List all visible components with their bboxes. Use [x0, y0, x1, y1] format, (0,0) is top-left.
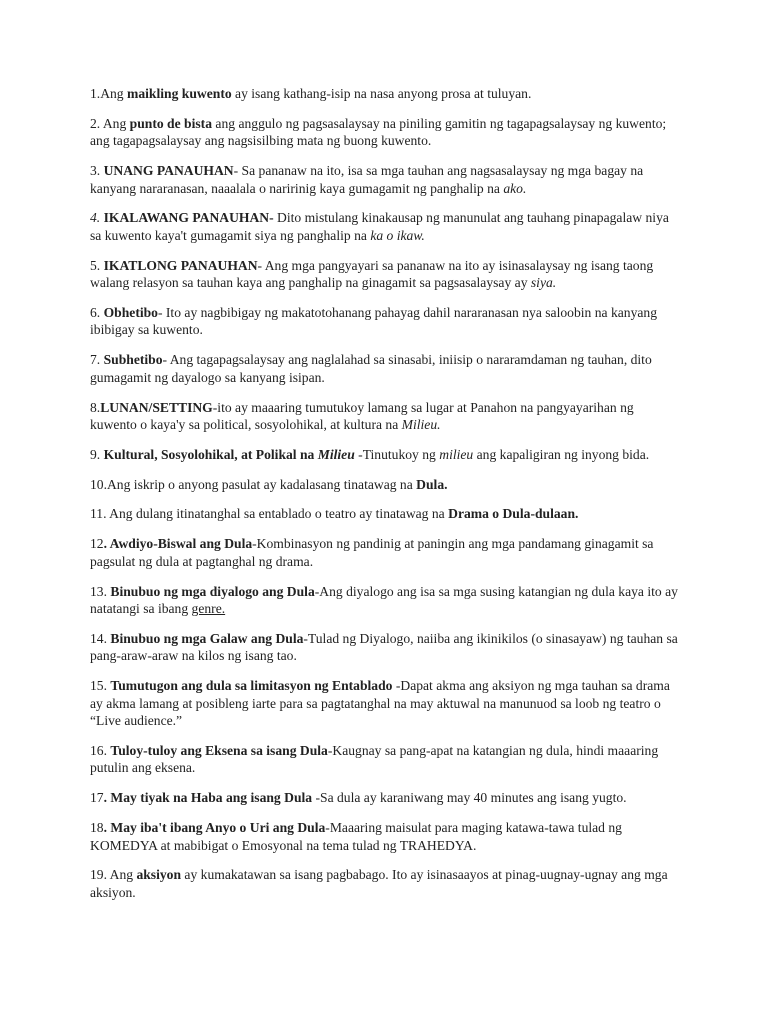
- item-text: - Ang tagapagsalaysay ang naglalahad sa sinasabi, iniisip o nararamdaman ng tauhan, dito gumagamit ng dayalogo sa kanyang isipan.: [90, 352, 652, 385]
- item-emphasis: Binubuo ng mga diyalogo ang Dula: [110, 583, 315, 599]
- list-item: [90, 85, 680, 103]
- item-text: 14.: [90, 630, 111, 646]
- item-emphasis: milieu: [439, 446, 474, 462]
- item-emphasis: ka o ikaw.: [370, 227, 425, 243]
- item-text: - Ang mga pangyayari sa pananaw na ito ay isinasalaysay ng isang taong walang relasyon sa tauhan kaya ang panghalip na ginagamit sa pagsasalaysay ay: [90, 257, 654, 291]
- item-text: 6.: [90, 304, 104, 320]
- item-text: -Maaaring maisulat para maging katawa-tawa tulad ng KOMEDYA at mabibigat o Emosyonal na tema tulad ng TRAHEDYA.: [90, 820, 622, 853]
- item-emphasis: Dula.: [416, 476, 448, 492]
- item-emphasis: UNANG PANAUHAN: [103, 163, 234, 179]
- item-emphasis: Tumutugon ang dula sa limitasyon ng Entablado: [110, 678, 393, 694]
- item-emphasis: siya.: [530, 275, 557, 291]
- item-emphasis: Kultural, Sosyolohikal, at Polikal na: [103, 446, 318, 462]
- item-emphasis: LUNAN/SETTING: [100, 399, 213, 415]
- list-item: [90, 866, 680, 901]
- item-text: -Dapat akma ang aksiyon ng mga tauhan sa drama ay akma lamang at posibleng iarte para sa pagtatanghal na may aktuwal na manunuod sa loob ng teatro o “Live audience.”: [90, 678, 670, 729]
- list-item: [90, 535, 680, 570]
- item-text: -Tulad ng Diyalogo, naiiba ang ikinikilos (o sinasayaw) ng tauhan sa pang-araw-araw na kilos ng isang tao.: [90, 630, 678, 664]
- item-emphasis: ako.: [503, 180, 527, 196]
- list-item: [90, 505, 680, 523]
- item-emphasis: . Awdiyo-Biswal ang Dula: [103, 536, 253, 552]
- item-emphasis: 4.: [90, 210, 104, 226]
- item-text: 13.: [90, 583, 111, 599]
- item-emphasis: aksiyon: [136, 867, 182, 883]
- item-text: -Sa dula ay karaniwang may 40 minutes ang isang yugto.: [312, 790, 627, 806]
- item-emphasis: Obhetibo: [103, 304, 158, 320]
- item-text: ay isang kathang-isip na nasa anyong prosa at tuluyan.: [231, 86, 532, 101]
- item-text: ang kapaligiran ng inyong bida.: [473, 446, 650, 462]
- list-item: [90, 446, 680, 464]
- item-text: 8.: [90, 399, 101, 415]
- list-item: [90, 742, 680, 777]
- item-text: -Tinutukoy ng: [354, 446, 440, 462]
- item-text: 10.Ang iskrip o anyong pasulat ay kadalasang tinatawag na: [90, 476, 417, 492]
- item-text: -Ang diyalogo ang isa sa mga susing katangian ng dula kaya ito ay natatangi sa ibang: [90, 583, 678, 617]
- item-text: 9.: [90, 446, 104, 462]
- item-emphasis: Binubuo ng mga Galaw ang Dula: [110, 630, 304, 646]
- list-item: [90, 677, 680, 730]
- item-text: - Ito ay nagbibigay ng makatotohanang pahayag dahil nararanasan nya saloobin na kanyang ibibigay sa kuwento.: [90, 304, 658, 338]
- item-text: Dito mistulang kinakausap ng manunulat ang tauhang pinapagalaw niya sa kuwento kaya't gumagamit siya ng panghalip na: [90, 210, 669, 243]
- item-emphasis: Tuloy-tuloy ang Eksena sa isang Dula: [110, 742, 328, 758]
- item-emphasis: Drama o Dula-dulaan.: [448, 506, 579, 522]
- item-emphasis: maikling kuwento: [127, 86, 232, 101]
- item-text: - Sa pananaw na ito, isa sa mga tauhan ang nagsasalaysay ng mga bagay na kanyang nararanasan, naaalala o naririnig kaya gumagamit ng panghalip na: [90, 163, 644, 196]
- list-item: [90, 583, 680, 618]
- item-text: 19. Ang: [90, 867, 137, 883]
- list-item: [90, 789, 680, 807]
- list-item: [90, 162, 680, 197]
- list-item: [90, 115, 680, 150]
- item-emphasis: . May iba't ibang Anyo o Uri ang Dula: [103, 820, 326, 836]
- item-text: 2. Ang: [90, 115, 130, 131]
- item-text: 11. Ang dulang itinatanghal sa entablado o teatro ay tinatawag na: [90, 506, 449, 522]
- list-item: [90, 209, 680, 244]
- item-text: 7.: [90, 352, 104, 368]
- item-text: 17: [90, 790, 104, 806]
- list-item: [90, 630, 680, 665]
- item-text: 16.: [90, 742, 111, 758]
- list-item: [90, 476, 680, 494]
- item-text: -ito ay maaaring tumutukoy lamang sa lugar at Panahon na pangyayarihan ng kuwento o kaya'y sa political, sosyolohikal, at kultura na: [90, 399, 634, 433]
- item-text: ang anggulo ng pagsasalaysay na piniling gamitin ng tagapagsalaysay ng kuwento; ang tagapagsalaysay ang nagsisilbing mata ng buong kuwento.: [90, 115, 667, 149]
- item-emphasis: IKATLONG PANAUHAN: [103, 257, 258, 273]
- item-text: 3.: [90, 163, 104, 179]
- item-text: -Kombinasyon ng pandinig at paningin ang mga pandamang ginagamit sa pagsulat ng dula at pagtanghal ng drama.: [90, 536, 654, 569]
- item-emphasis: genre.: [191, 601, 226, 617]
- item-text: 1.Ang: [90, 86, 128, 101]
- item-text: 5.: [90, 257, 104, 273]
- item-emphasis: Milieu.: [401, 417, 441, 433]
- item-text: 12: [90, 536, 104, 552]
- list-item: [90, 304, 680, 339]
- item-emphasis: Subhetibo: [103, 352, 163, 368]
- list-item: [90, 257, 680, 292]
- item-text: 15.: [90, 678, 111, 694]
- item-text: -Kaugnay sa pang-apat na katangian ng dula, hindi maaaring putulin ang eksena.: [90, 742, 659, 776]
- list-item: [90, 351, 680, 386]
- item-emphasis: Milieu: [317, 446, 355, 462]
- item-emphasis: . May tiyak na Haba ang isang Dula: [103, 790, 313, 806]
- item-emphasis: IKALAWANG PANAUHAN-: [103, 210, 274, 226]
- item-emphasis: punto de bista: [129, 115, 213, 131]
- list-item: [90, 819, 680, 854]
- item-text: ay kumakatawan sa isang pagbabago. Ito ay isinasaayos at pinag-uugnay-ugnay ang mga aksiyon.: [90, 867, 668, 900]
- list-item: [90, 399, 680, 434]
- document-page: [90, 85, 680, 914]
- item-text: 18: [90, 820, 104, 836]
